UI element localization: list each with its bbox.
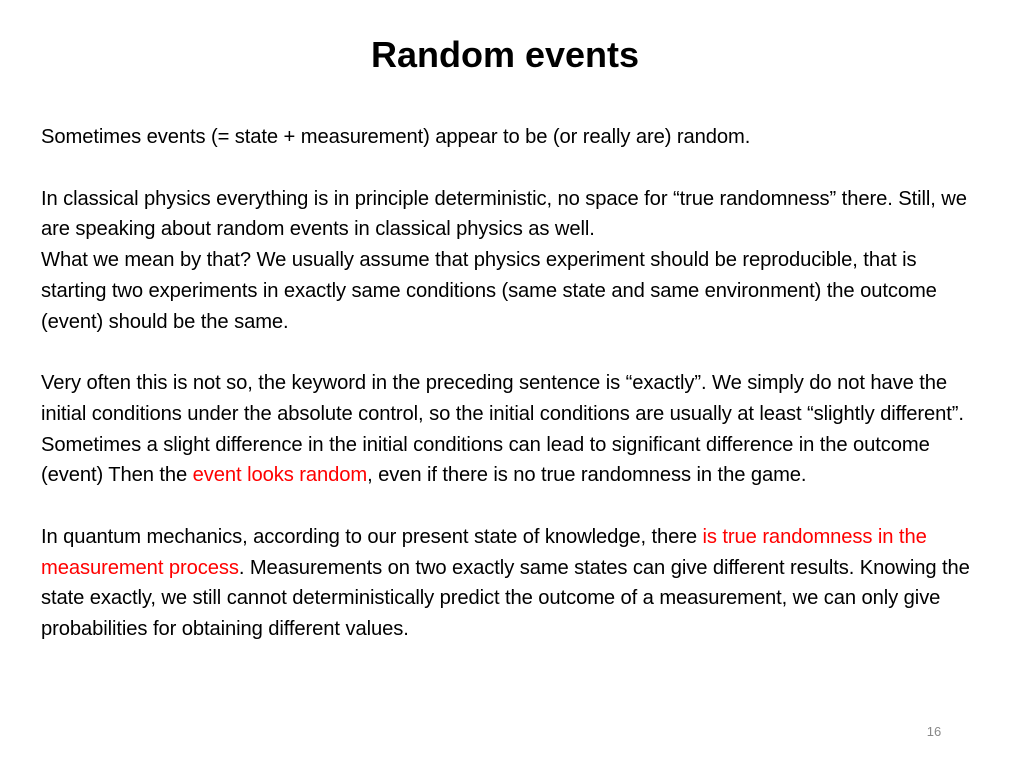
paragraph-gap: [41, 491, 976, 522]
paragraph-classical: In classical physics everything is in principle deterministic, no space for “true randomness” there. Still, we are speaking about random events in classical physics as well.: [41, 187, 967, 241]
paragraph-gap: [41, 153, 976, 184]
slide-title: Random events: [370, 34, 640, 75]
highlight-event-looks-random: event looks random: [192, 464, 368, 487]
paragraph-text: , even if there is no true randomness in the game.: [367, 464, 807, 487]
paragraph-gap: [41, 337, 976, 368]
paragraph-text: Very often this is not so, the keyword in the preceding sentence is “exactly”. We simply do not have the initial conditions under the absolute control, so the initial conditions are usually at least “slightly different”. Sometimes a slight difference in the initial conditions can lead to significant difference in the outcome (event) Then the: [41, 372, 964, 487]
paragraph-initial-conditions: [41, 368, 976, 491]
paragraph-text: In quantum mechanics, according to our present state of knowledge, there: [41, 525, 703, 548]
paragraph-intro: Sometimes events (= state + measurement) appear to be (or really are) random.: [41, 126, 751, 148]
highlight-true-randomness: is true randomness in the measurement process: [41, 525, 927, 579]
paragraph-reproducibility: What we mean by that? We usually assume that physics experiment should be reproducible, that is starting two experiments in exactly same conditions (same state and same environment) the outcome (event) should be the same.: [41, 249, 937, 333]
paragraph-text: . Measurements on two exactly same states can give different results. Knowing the state exactly, we still cannot deterministically predict the outcome of a measurement, we can only give probabilities for obtaining different values.: [41, 556, 970, 640]
page-number: 16: [926, 724, 942, 739]
paragraph-quantum: [41, 522, 976, 645]
slide-body: [41, 122, 976, 645]
